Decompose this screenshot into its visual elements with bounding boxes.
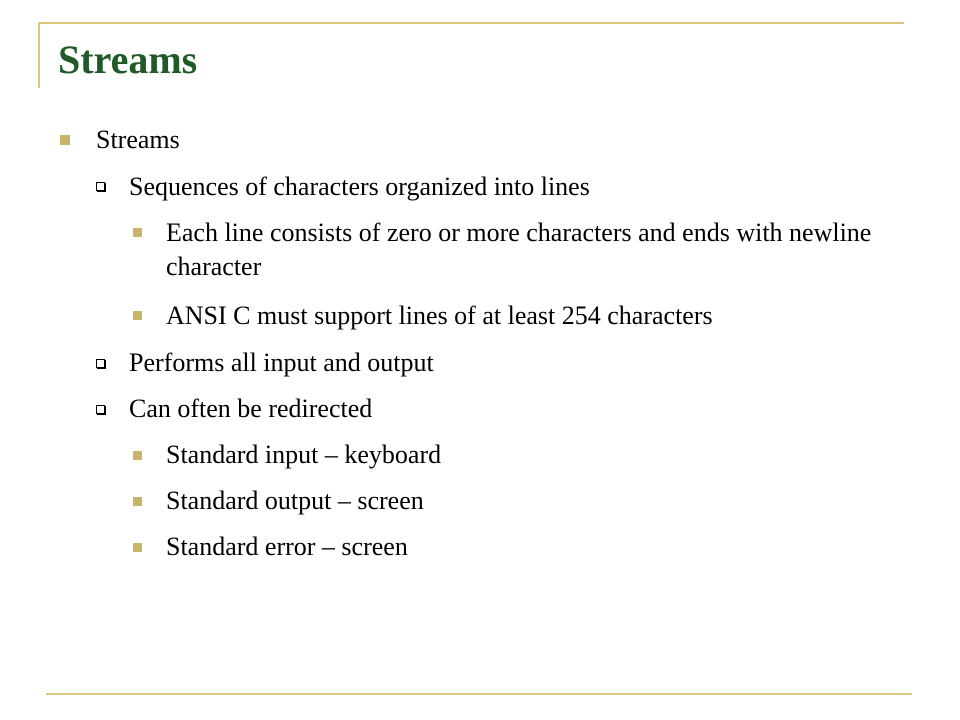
hollow-square-bullet-icon bbox=[96, 359, 105, 368]
bullet-text: Each line consists of zero or more characters and ends with newline character bbox=[166, 218, 872, 281]
slide-title: Streams bbox=[58, 37, 198, 82]
square-bullet-icon bbox=[133, 311, 142, 320]
bullet-text: ANSI C must support lines of at least 254 characters bbox=[166, 301, 713, 330]
bullet-text: Performs all input and output bbox=[129, 348, 434, 377]
bullet-text: Standard error – screen bbox=[166, 532, 408, 561]
square-bullet-icon bbox=[60, 135, 70, 145]
bullet-text: Sequences of characters organized into lines bbox=[129, 172, 590, 201]
bullet-text: Standard output – screen bbox=[166, 486, 424, 515]
bottom-border-line bbox=[46, 693, 912, 695]
hollow-square-bullet-icon bbox=[96, 405, 105, 414]
bullet-item bbox=[166, 530, 886, 564]
bullet-item bbox=[166, 216, 886, 284]
bullet-item bbox=[129, 170, 899, 204]
square-bullet-icon bbox=[133, 543, 142, 552]
left-border-line bbox=[38, 22, 40, 88]
hollow-square-bullet-icon bbox=[96, 182, 105, 191]
bullet-item bbox=[129, 346, 899, 380]
square-bullet-icon bbox=[133, 228, 142, 237]
bullet-text: Can often be redirected bbox=[129, 394, 373, 423]
bullet-item bbox=[166, 299, 906, 333]
square-bullet-icon bbox=[133, 497, 142, 506]
bullet-text: Streams bbox=[96, 125, 180, 154]
bullet-item bbox=[96, 123, 896, 157]
top-border-line bbox=[40, 22, 904, 24]
bullet-item bbox=[129, 392, 899, 426]
bullet-item bbox=[166, 484, 886, 518]
bullet-text: Standard input – keyboard bbox=[166, 440, 442, 469]
square-bullet-icon bbox=[133, 451, 142, 460]
bullet-item bbox=[166, 438, 886, 472]
